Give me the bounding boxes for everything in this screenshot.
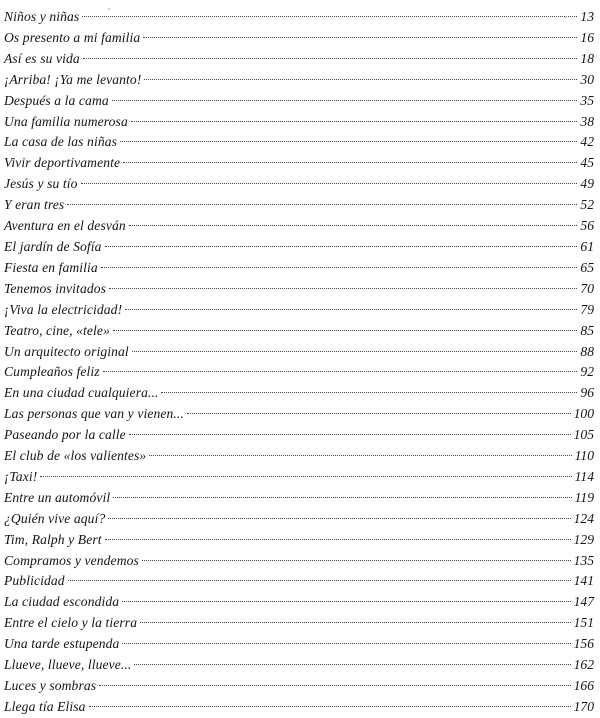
toc-entry-title: Aventura en el desván xyxy=(4,218,126,234)
table-of-contents xyxy=(0,7,600,718)
toc-entry-page-number: 56 xyxy=(580,218,594,234)
dot-leader xyxy=(122,643,570,644)
toc-entry-title: ¡Arriba! ¡Ya me levanto! xyxy=(4,71,142,87)
toc-entry xyxy=(0,571,600,592)
toc-entry-page-number: 92 xyxy=(580,364,594,380)
toc-entry-page-number: 100 xyxy=(573,406,594,422)
toc-entry-title: Las personas que van y vienen... xyxy=(4,406,184,422)
toc-entry xyxy=(0,383,600,404)
dot-leader xyxy=(129,434,571,435)
toc-entry-title: Paseando por la calle xyxy=(4,427,126,443)
toc-entry xyxy=(0,404,600,425)
toc-entry-title: El jardín de Sofía xyxy=(4,238,102,254)
toc-entry-title: Tim, Ralph y Bert xyxy=(4,531,102,547)
toc-entry-title: ¡Viva la electricidad! xyxy=(4,301,123,317)
toc-entry-title: Tenemos invitados xyxy=(4,280,107,296)
dot-leader xyxy=(144,79,577,80)
toc-entry-title: Un arquitecto original xyxy=(4,343,129,359)
toc-entry xyxy=(0,551,600,572)
dot-leader xyxy=(109,288,577,289)
toc-entry-title: Niños y niñas xyxy=(4,9,80,24)
toc-entry-page-number: 147 xyxy=(573,594,594,610)
toc-entry xyxy=(0,425,600,446)
toc-entry xyxy=(0,174,600,195)
toc-entry-title: Publicidad xyxy=(4,573,65,589)
toc-entry xyxy=(0,697,600,718)
toc-entry-page-number: 38 xyxy=(580,113,594,129)
toc-entry-page-number: 49 xyxy=(580,176,594,192)
toc-entry-title: ¿Quién vive aquí? xyxy=(4,510,106,526)
dot-leader xyxy=(89,706,571,707)
dot-leader xyxy=(125,309,577,310)
toc-entry-title: Entre un automóvil xyxy=(4,489,111,505)
toc-entry xyxy=(0,634,600,655)
toc-entry-page-number: 114 xyxy=(574,468,594,484)
toc-entry-page-number: 52 xyxy=(580,197,594,213)
toc-entry-page-number: 79 xyxy=(580,301,594,317)
dot-leader xyxy=(122,601,570,602)
toc-entry xyxy=(0,342,600,363)
dot-leader xyxy=(101,267,578,268)
toc-entry-page-number: 170 xyxy=(573,698,594,714)
dot-leader xyxy=(103,371,578,372)
toc-entry xyxy=(0,509,600,530)
toc-entry xyxy=(0,530,600,551)
dot-leader xyxy=(132,351,578,352)
dot-leader xyxy=(123,162,577,163)
toc-entry-title: Teatro, cine, «tele» xyxy=(4,322,110,338)
toc-entry-page-number: 42 xyxy=(580,134,594,150)
toc-entry-page-number: 151 xyxy=(573,615,594,631)
toc-entry xyxy=(0,7,600,28)
dot-leader xyxy=(161,392,577,393)
toc-entry-title: Entre el cielo y la tierra xyxy=(4,615,138,631)
toc-entry-title: Llueve, llueve, llueve... xyxy=(4,657,132,673)
toc-entry-page-number: 105 xyxy=(573,427,594,443)
toc-entry xyxy=(0,655,600,676)
toc-entry xyxy=(0,467,600,488)
dot-leader xyxy=(149,455,571,456)
toc-entry-title: Llega tía Elisa xyxy=(4,698,86,714)
dot-leader xyxy=(134,664,570,665)
toc-entry-title: ¡Taxi! xyxy=(4,468,38,484)
toc-entry-page-number: 85 xyxy=(580,322,594,338)
scan-speck xyxy=(108,8,110,10)
toc-entry-title: El club de «los valientes» xyxy=(4,448,147,464)
toc-entry xyxy=(0,237,600,258)
toc-entry-title: Fiesta en familia xyxy=(4,259,98,275)
dot-leader xyxy=(131,121,578,122)
toc-entry-page-number: 141 xyxy=(573,573,594,589)
toc-entry xyxy=(0,279,600,300)
toc-entry-page-number: 45 xyxy=(580,155,594,171)
toc-entry-title: En una ciudad cualquiera... xyxy=(4,385,159,401)
toc-entry-page-number: 65 xyxy=(580,259,594,275)
toc-entry xyxy=(0,195,600,216)
dot-leader xyxy=(105,246,578,247)
toc-entry xyxy=(0,488,600,509)
toc-entry-page-number: 13 xyxy=(580,9,594,24)
toc-entry-title: La casa de las niñas xyxy=(4,134,118,150)
toc-entry-page-number: 124 xyxy=(573,510,594,526)
toc-entry-title: Os presento a mi familia xyxy=(4,29,141,45)
toc-entry xyxy=(0,676,600,697)
toc-entry-page-number: 110 xyxy=(574,448,594,464)
dot-leader xyxy=(108,518,570,519)
toc-entry-page-number: 96 xyxy=(580,385,594,401)
toc-entry xyxy=(0,446,600,467)
toc-entry xyxy=(0,132,600,153)
toc-entry xyxy=(0,613,600,634)
toc-entry-title: Luces y sombras xyxy=(4,678,97,693)
toc-entry-title: Así es su vida xyxy=(4,50,80,66)
dot-leader xyxy=(105,539,571,540)
toc-entry xyxy=(0,258,600,279)
toc-entry xyxy=(0,70,600,91)
toc-entry-title: La ciudad escondida xyxy=(4,594,120,610)
dot-leader xyxy=(83,58,578,59)
dot-leader xyxy=(142,560,571,561)
toc-entry-title: Una tarde estupenda xyxy=(4,636,120,652)
dot-leader xyxy=(81,183,578,184)
dot-leader xyxy=(82,16,577,17)
toc-entry-page-number: 30 xyxy=(580,71,594,87)
toc-entry-page-number: 35 xyxy=(580,92,594,108)
toc-entry-page-number: 70 xyxy=(580,280,594,296)
toc-entry-title: Después a la cama xyxy=(4,92,109,108)
dot-leader xyxy=(129,225,578,226)
toc-entry-page-number: 18 xyxy=(580,50,594,66)
toc-entry-page-number: 156 xyxy=(573,636,594,652)
dot-leader xyxy=(113,330,577,331)
dot-leader xyxy=(187,413,571,414)
dot-leader xyxy=(143,37,577,38)
toc-entry xyxy=(0,28,600,49)
dot-leader xyxy=(112,100,578,101)
toc-entry-title: Una familia numerosa xyxy=(4,113,128,129)
toc-entry-title: Jesús y su tío xyxy=(4,176,78,192)
toc-entry-page-number: 61 xyxy=(580,238,594,254)
toc-entry-title: Y eran tres xyxy=(4,197,65,213)
toc-entry xyxy=(0,300,600,321)
dot-leader xyxy=(67,204,577,205)
toc-entry-page-number: 135 xyxy=(573,552,594,568)
toc-entry xyxy=(0,153,600,174)
toc-entry-page-number: 16 xyxy=(580,29,594,45)
toc-entry-title: Vivir deportivamente xyxy=(4,155,121,171)
toc-entry xyxy=(0,49,600,70)
toc-entry-page-number: 166 xyxy=(573,678,594,693)
dot-leader xyxy=(40,476,571,477)
dot-leader xyxy=(140,622,571,623)
toc-entry xyxy=(0,91,600,112)
toc-entry xyxy=(0,592,600,613)
toc-entry xyxy=(0,321,600,342)
toc-entry xyxy=(0,112,600,133)
toc-entry xyxy=(0,362,600,383)
toc-entry xyxy=(0,216,600,237)
toc-entry-title: Cumpleaños feliz xyxy=(4,364,100,380)
toc-entry-page-number: 88 xyxy=(580,343,594,359)
dot-leader xyxy=(99,685,570,686)
dot-leader xyxy=(120,141,577,142)
scan-speck xyxy=(565,16,567,18)
dot-leader xyxy=(68,580,571,581)
dot-leader xyxy=(113,497,571,498)
toc-entry-page-number: 162 xyxy=(573,657,594,673)
toc-entry-page-number: 119 xyxy=(574,489,594,505)
toc-entry-title: Compramos y vendemos xyxy=(4,552,139,568)
toc-entry-page-number: 129 xyxy=(573,531,594,547)
